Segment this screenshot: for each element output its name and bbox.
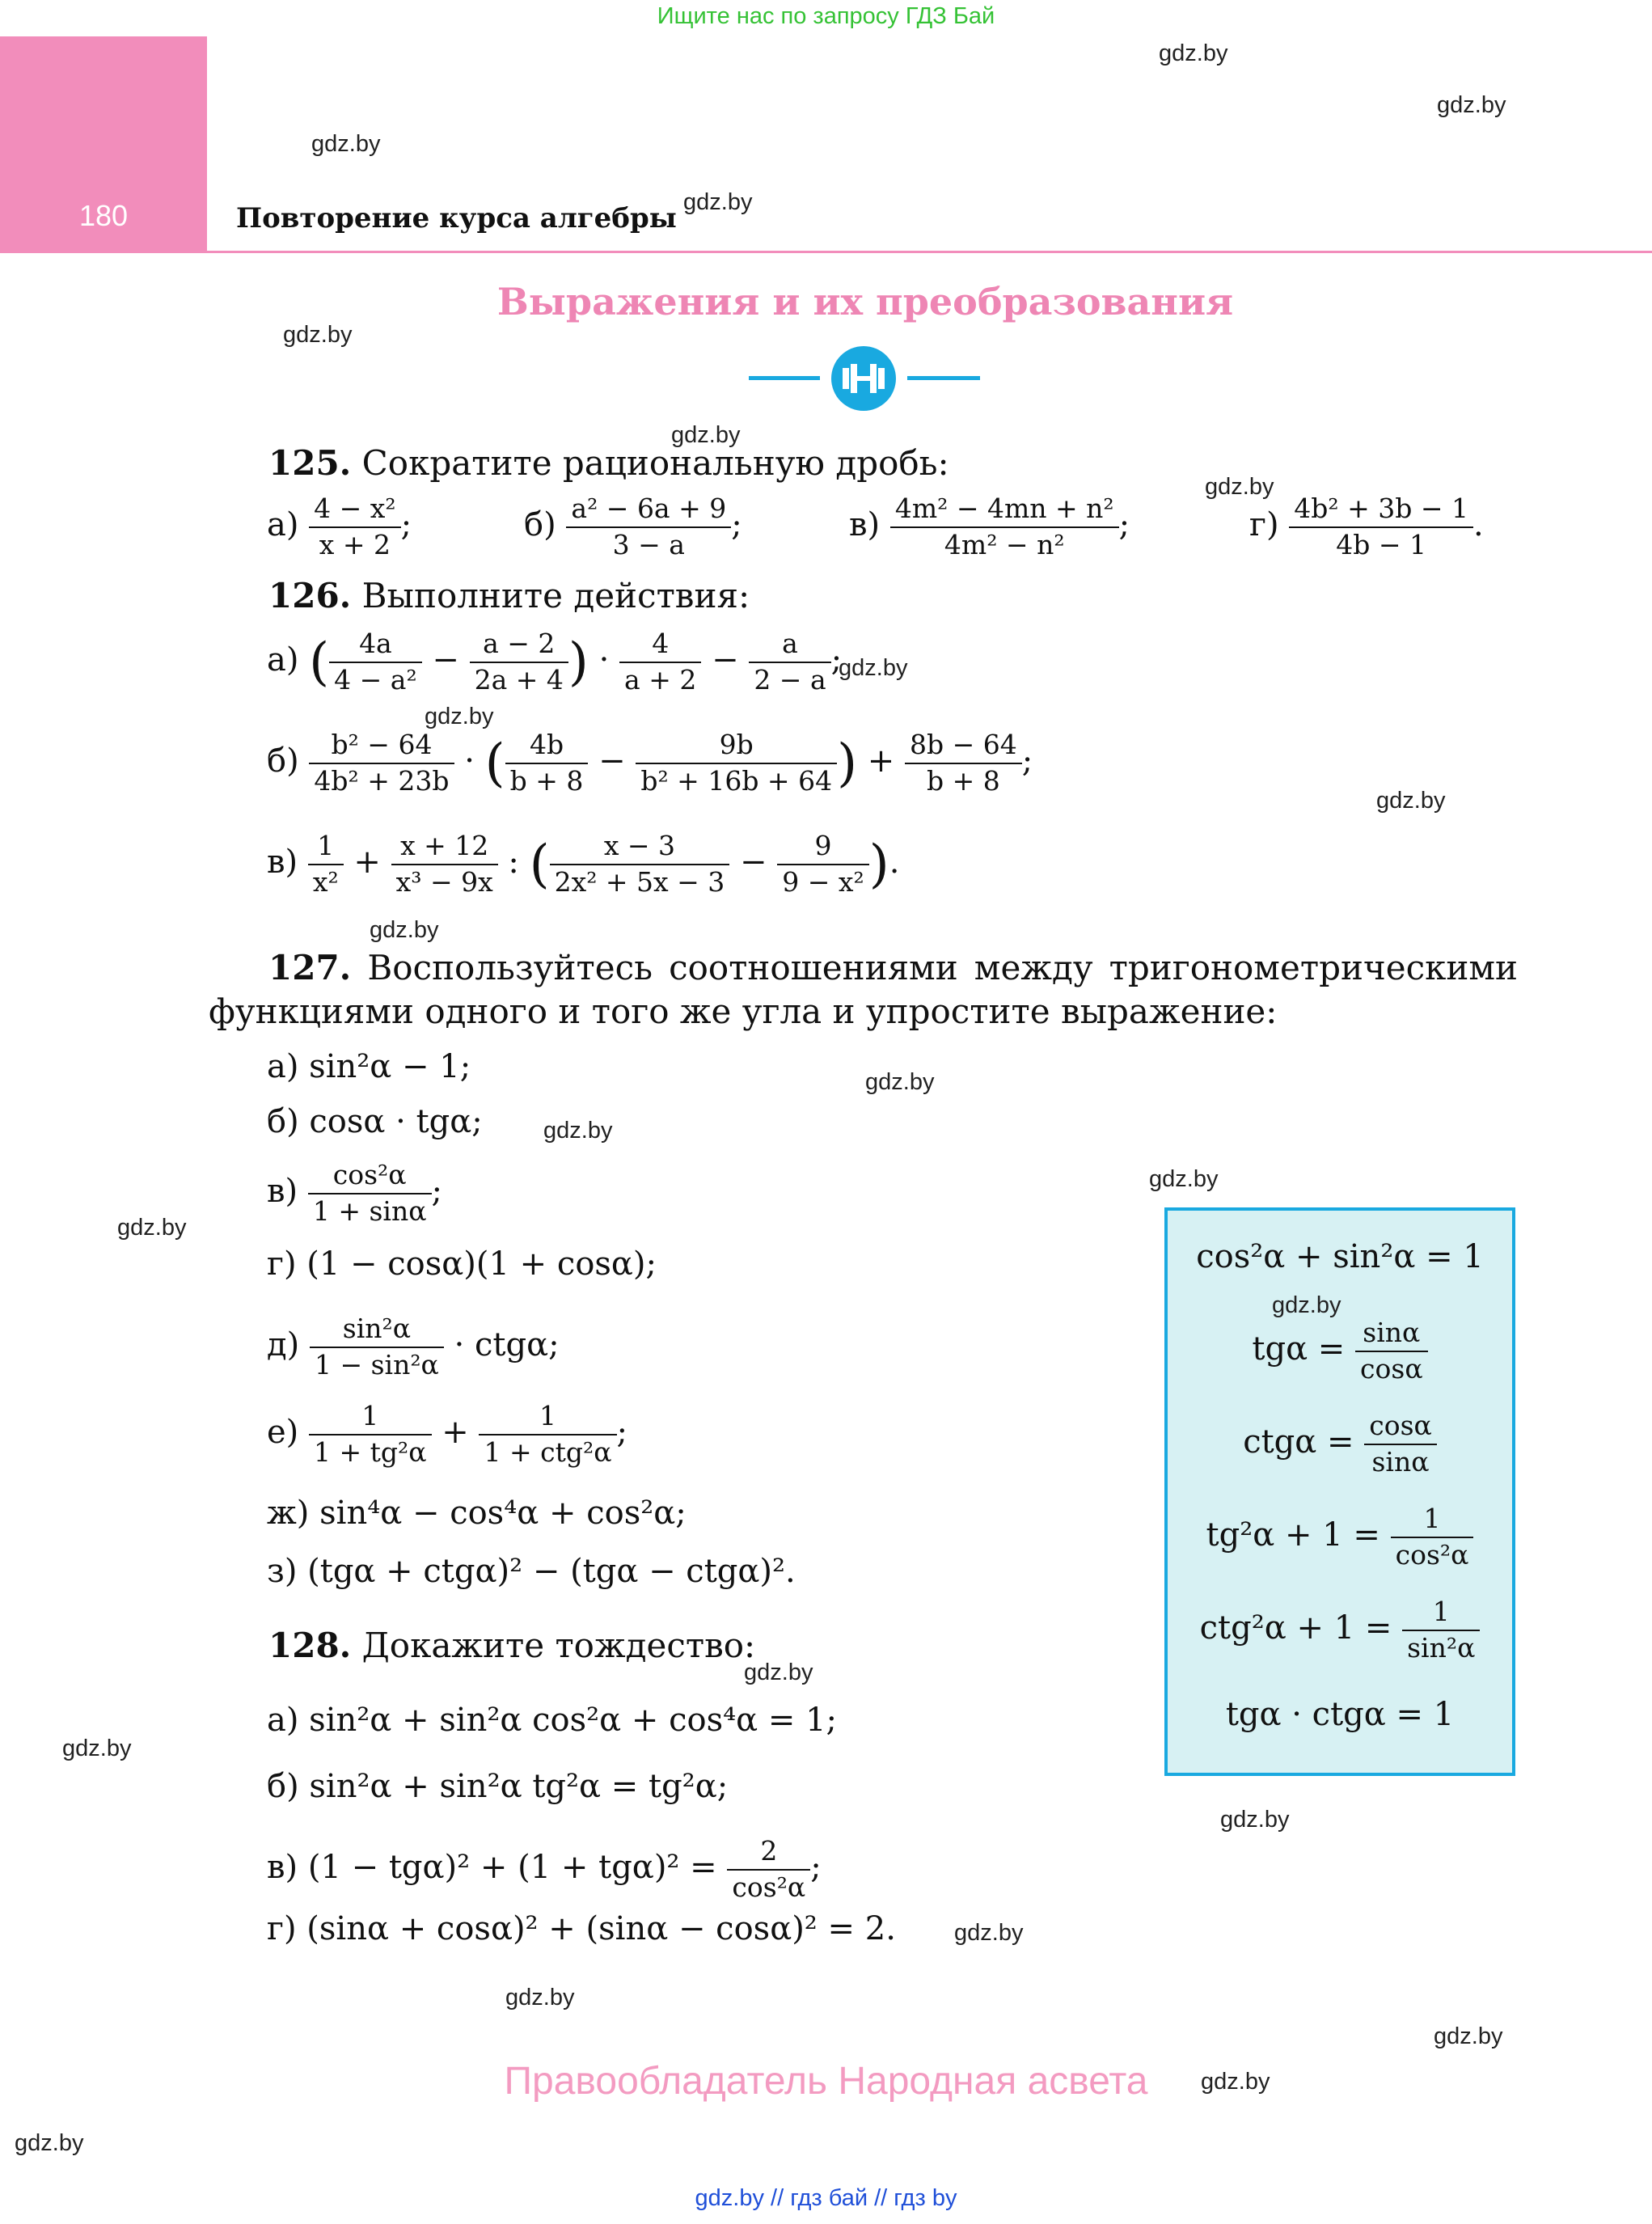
section-title: Выражения и их преобразования — [496, 280, 1234, 323]
task-127-heading: 127. Воспользуйтесь соотношениями между тригонометрическими — [268, 948, 1518, 987]
task-125-d: г) $\frac{\text{4b² + 3b − 1}}{4b - 1}$ . — [1249, 493, 1484, 560]
task-127-heading-cont: функциями одного и того же угла и упростите выражение: — [209, 991, 1278, 1031]
watermark: gdz.by — [683, 189, 753, 215]
watermark: gdz.by — [1220, 1807, 1290, 1833]
task-127-e: д) $\frac{\text{sin²α}}{\text{1 − sin²α}}$ · ctgα; — [267, 1313, 560, 1380]
task-127-a: а) sin²α − 1; — [267, 1048, 471, 1085]
watermark: gdz.by — [1205, 474, 1274, 500]
task-125-c: в) $\frac{\text{4m² − 4mn + n²}}{\text{4m² − n²}}$ ; — [849, 493, 1130, 560]
watermark: gdz.by — [1272, 1292, 1341, 1318]
task-127-b: б) cosα · tgα; — [267, 1103, 483, 1140]
watermark: gdz.by — [15, 2130, 84, 2156]
task-127-g: ж) sin⁴α − cos⁴α + cos²α; — [267, 1495, 687, 1532]
task-128-d: г) (sinα + cosα)² + (sinα − cosα)² = 2. — [267, 1910, 896, 1947]
task-127-d: г) (1 − cosα)(1 + cosα); — [267, 1245, 657, 1283]
identity-tangent: tgα = $\frac{\sin\alpha}{\cos\alpha}$ — [1168, 1316, 1512, 1387]
identity-cotangent: ctgα = $\frac{\cos\alpha}{\sin\alpha}$ — [1168, 1409, 1512, 1480]
copyright-footer: Правообладатель Народная асвета — [504, 2060, 1148, 2103]
divider-left — [749, 376, 820, 380]
watermark: gdz.by — [1376, 788, 1446, 814]
watermark: gdz.by — [62, 1736, 132, 1761]
watermark: gdz.by — [671, 422, 741, 448]
identity-pythagorean: cos²α + sin²α = 1 — [1196, 1238, 1484, 1275]
task-127-f: е) $\frac{1}{\text{1 + tg²α}}$ + $\frac{1}{\text{1 + ctg²α}}$ ; — [267, 1400, 627, 1468]
task-128-a: а) sin²α + sin²α cos²α + cos⁴α = 1; — [267, 1702, 838, 1739]
task-125-heading: 125. Сократите рациональную дробь: — [268, 443, 949, 483]
watermark: gdz.by — [311, 131, 381, 157]
watermark: gdz.by — [1159, 40, 1228, 66]
bottom-links[interactable]: gdz.by // гдз бай // гдз by — [695, 2185, 957, 2211]
task-126-a: а) ( $\frac{4a}{\text{4 − a²}}$ − $\frac{a - 2}{2a + 4}$ ) · $\frac{4}{a + 2}$ − $\frac{a}{2 - a}$ ; — [267, 628, 843, 696]
header-rule — [207, 251, 1652, 253]
task-125-a: а) $\frac{\text{4 − x²}}{x + 2}$ ; — [267, 493, 412, 560]
watermark: gdz.by — [370, 917, 439, 943]
watermark: gdz.by — [744, 1660, 813, 1685]
task-127-h: з) (tgα + ctgα)² − (tgα − ctgα)². — [267, 1553, 796, 1590]
task-128-b: б) sin²α + sin²α tg²α = tg²α; — [267, 1768, 729, 1805]
identity-tan-squared: tg²α + 1 = $\frac{1}{\text{cos²α}}$ — [1168, 1502, 1512, 1573]
watermark: gdz.by — [425, 704, 494, 729]
watermark: gdz.by — [543, 1118, 613, 1144]
watermark: gdz.by — [865, 1069, 935, 1095]
identity-tan-cot-product: tgα · ctgα = 1 — [1225, 1696, 1455, 1733]
task-128-c: в) (1 − tgα)² + (1 + tgα)² = $\frac{2}{\text{cos²α}}$ ; — [267, 1835, 822, 1903]
watermark: gdz.by — [1434, 2023, 1503, 2049]
watermark: gdz.by — [1201, 2069, 1270, 2095]
task-126-heading: 126. Выполните действия: — [268, 576, 750, 615]
watermark: gdz.by — [1437, 92, 1506, 118]
page-number: 180 — [78, 199, 129, 232]
identity-cot-squared: ctg²α + 1 = $\frac{1}{\text{sin²α}}$ — [1168, 1595, 1512, 1666]
watermark: gdz.by — [954, 1920, 1024, 1946]
dumbbell-icon — [831, 346, 896, 411]
watermark: gdz.by — [117, 1215, 187, 1241]
task-126-b: б) $\frac{\text{b² − 64}}{\text{4b² + 23b}}$ · ( $\frac{4b}{b + 8}$ − $\frac{9b}{\text{b² + 16b + 64}}$ ) + $\frac{8b - 64}{b + 8}$ ; — [267, 729, 1033, 797]
task-128-heading: 128. Докажите тождество: — [268, 1626, 756, 1665]
watermark: gdz.by — [839, 655, 908, 681]
top-banner: Ищите нас по запросу ГДЗ Бай — [657, 3, 995, 29]
task-127-c: в) $\frac{\text{cos²α}}{1 + \sin\alpha}$ ; — [267, 1159, 442, 1227]
watermark: gdz.by — [283, 322, 353, 348]
running-title: Повторение курса алгебры — [236, 202, 677, 235]
task-126-c: в) $\frac{1}{\text{x²}}$ + $\frac{x + 12}{\text{x³ − 9x}}$ : ( $\frac{x - 3}{\text{2x² + 5x − 3}}$ − $\frac{9}{\text{9 − x²}}$ ). — [267, 830, 900, 898]
watermark: gdz.by — [1149, 1166, 1219, 1192]
watermark: gdz.by — [505, 1985, 575, 2010]
task-125-b: б) $\frac{\text{a² − 6a + 9}}{3 - a}$ ; — [524, 493, 742, 560]
divider-right — [907, 376, 980, 380]
